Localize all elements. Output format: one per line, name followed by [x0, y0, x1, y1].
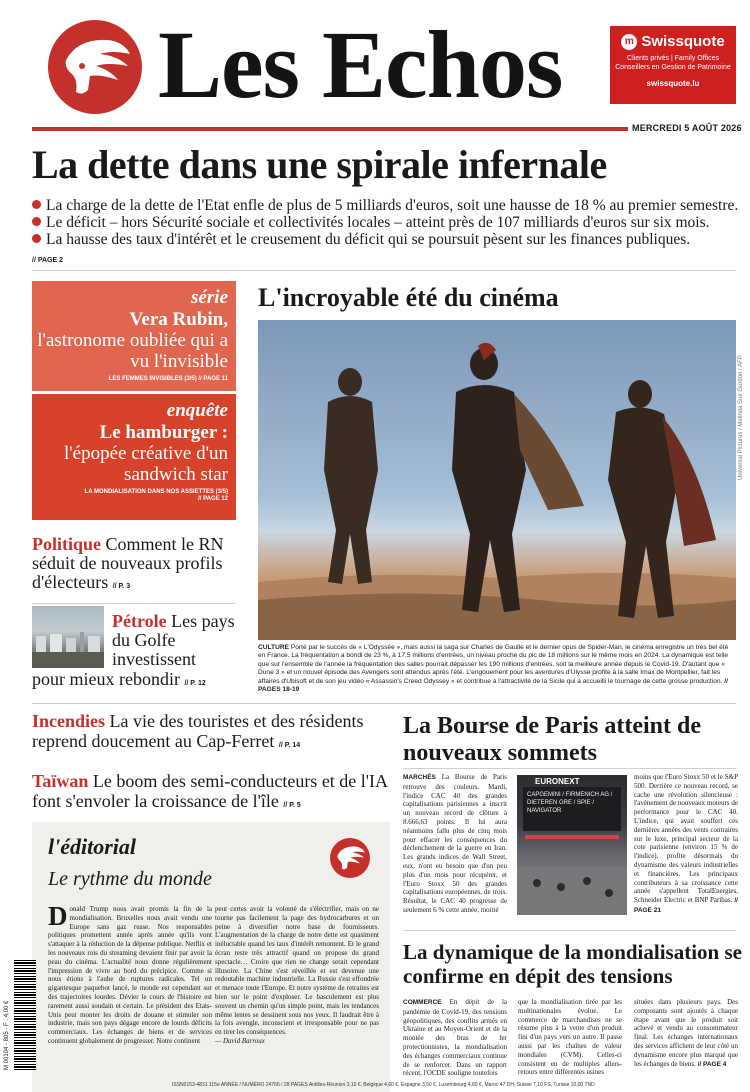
section-divider [403, 930, 736, 931]
mondialisation-kicker: COMMERCE [403, 999, 442, 1006]
serie-title-rest: l'astronome oubliée qui a vu l'invisible [37, 330, 228, 372]
mondialisation-column-2 [518, 998, 622, 1077]
bullet-dot-icon [32, 234, 41, 243]
politique-page-ref: // P. 3 [112, 583, 131, 590]
euronext-sign: EURONEXT [535, 777, 580, 786]
masthead-rule [32, 127, 628, 131]
lead-bullet [32, 231, 690, 249]
politique-teaser[interactable] [32, 535, 236, 596]
enquete-title [32, 422, 228, 485]
editorial-text-2: peut certes avoir la volonté de s'électrifier, mais on ne tourne pas facilement la page des hydrocarbures et on peine à diversifier notre base de fournisseurs. L'augmentation de la charge de notre dette est quasiment inéluctable quand les taux d'intérêt remontent. Et le grand écran reste très attractif quand on propose du grand spectacle… Croire que rien ne change serait cependant illusoire. La Chine s'est réveillée et est devenue une redoutable machine industrielle. La Russie s'est effondrée et menace toute l'Europe. Et notre système de retraites est bien sur le point d'exploser. Le basculement est plus souvent un chemin qu'un simple point, mais les tendances même lentes se dessinent sous nos yeux. Il faudrait être à la fois avengle, inconscient et irresponsable pour ne pas en tirer les conséquences. [215, 905, 379, 1037]
petrole-kicker: Pétrole [112, 611, 167, 631]
serie-title-bold: Vera Rubin, [129, 309, 228, 330]
enquete-note: LA MONDIALISATION DANS NOS ASSIETTES (3/5) [84, 489, 228, 495]
barcode [14, 960, 36, 1070]
editorial-title[interactable]: Le rythme du monde [48, 868, 212, 890]
incendies-page-ref: // P. 14 [278, 742, 301, 749]
bourse-headline[interactable]: La Bourse de Paris atteint de nouveaux sommets [403, 713, 701, 766]
swissquote-logo-icon: m [621, 34, 637, 50]
mondialisation-column-1 [403, 998, 507, 1078]
editorial-author: — David Barroux [215, 1036, 265, 1045]
footer-imprint: ISSN0153-4831 115e ANNÉE / NUMÉRO 24766 / 28 PAGES Antilles-Réunion 3,10 €, Belgique 4,60 €, Espagne 3,50 €, Luxembourg 4,60 €, Maroc 47 DH, Suisse 7,10 FS, Tunisie 10,00 TND [172, 1082, 595, 1088]
cinema-headline[interactable]: L'incroyable été du cinéma [258, 283, 559, 312]
ad-url[interactable]: swissquote.lu [646, 79, 700, 88]
mondialisation-text-1: En dépit de la pandémie de Covid-19, des tensions géopolitiques, des conflits armés en Ukraine et au Moyen-Orient et de la montée des bras de fer protectionnistes, la mondialisation des échanges commerciaux continue de se renforcer. Dans un rapport récent, l'OCDE souligne toutefois [403, 998, 507, 1078]
les-echos-logo [48, 20, 142, 114]
section-divider [32, 270, 736, 271]
ad-brand: Swissquote [641, 33, 725, 50]
refinery-photo [32, 606, 104, 668]
section-divider [403, 768, 736, 769]
mondialisation-headline[interactable]: La dynamique de la mondialisation se confirme en dépit des tensions [403, 940, 742, 988]
bourse-text-1: La Bourse de Paris retrouve des couleurs. Mardi, l'indice CAC 40 des grandes capitalisations parisiennes a inscrit un nouveau record de clôture à 8.666,63 points. Il lui aura néanmoins fallu plus de cinq mois pour effacer les conséquences du déclenchement de la guerre en Iran. Les grands indices de Wall Street, eux, n'ont eu besoin que d'un peu plus d'un mois pour récupérer, et l'Euro Stoxx 50 des grandes capitalisations européennes, de trois. Résultat, le CAC 40 progresse de seulement 6 % cette année, moitié [403, 773, 507, 914]
editorial-dropcap: D [48, 901, 68, 931]
incendies-kicker: Incendies [32, 711, 106, 731]
euronext-photo [517, 775, 627, 915]
petrole-page-ref: // P. 12 [184, 680, 206, 687]
taiwan-kicker: Taïwan [32, 771, 89, 791]
petrole-teaser-end[interactable] [32, 670, 236, 693]
ad-brand-row [610, 33, 736, 50]
lead-page-ref[interactable]: // PAGE 2 [32, 257, 63, 264]
editorial-kicker: l'éditorial [48, 834, 136, 859]
issue-date: MERCREDI 5 AOÛT 2026 [632, 123, 742, 133]
mondialisation-text-3: situées dans plusieurs pays. Des composants sont ajoutés à chaque étape avant que le produit soit achevé et vendu au consommateur final. Les échanges internationaux des services affichent de leur côté un dynamisme encore plus marqué que les échanges de biens. [634, 998, 738, 1068]
euronext-screen: CAPGEMINI / FIRMENICH AG / DIETEREN GRE / SPIE / NAVIGATOR [527, 792, 613, 814]
enquete-title-bold: Le hamburger : [99, 422, 228, 443]
barcode-text: M 00104 - 805 - F : 4,00 € [4, 1000, 10, 1070]
bourse-text-2: moins que l'Euro Stoxx 50 et le S&P 500. Derrière ce nouveau record, se cache une révolution silencieuse : l'avènement de nouveaux moteurs de performance pour le CAC 40. L'indice, qui avait souffert ces dernières années des vents contraires sur le luxe, principal secteur de la cote parisienne (environ 15 % de l'indice), profite désormais du dynamisme des valeurs industrielles et financières. Les principaux contributeurs à sa croissance cette année s'appellent TotalEnergies, Schneider Electric et BNP Paribas. [634, 773, 738, 905]
masthead-title[interactable]: Les Echos [158, 11, 563, 118]
cinema-photo [258, 320, 736, 640]
lead-bullet [32, 214, 710, 232]
editorial-text-1: onald Trump nous avait promis la fin de la mondialisation. Bruxelles nous avait vendu une Europe sans gaz russe. Nos responsables politiques promettent année après année qu'ils vont s'attaquer à la réduction de la dépense publique. Netflix et les nouveaux rois du streaming devaient finir par avoir la peau du cinéma. L'actualité nous donne régulièrement l'impression de vivre au bord du précipice. Comme si nous étions à l'aube de ruptures radicales. Tel un gigantesque paquebot lancé, le monde est cependant sur des trajectoires lourdes. Dévier le cours de l'histoire est rarement aussi soudain et certain. Le président des Etats-Unis peut monter les droits de douane et stimuler son industrie, mais son pays dégage encore de lourds déficits commerciaux. Les échanges de biens et de services continuent globalement de progresser. Notre continent [48, 905, 212, 1045]
refinery-image [32, 606, 104, 668]
enquete-kicker: enquête [166, 400, 228, 421]
swissquote-ad[interactable] [610, 26, 736, 104]
cinema-caption-text: Porté par le succès de « L'Odyssée », mais aussi la saga sur Charles de Gaulle et le dernier opus de Spider-Man, le cinéma enregistre un très bel été en France. La fréquentation a bondi de 23 %, à 17,5 millions d'entrées, un niveau proche du pic de 18 millions sur le même mois en 2024. La dynamique est telle que sur l'ensemble de l'année la fréquentation des salles pourrait dépasser les 190 millions d'entrées, soit la meilleure année depuis le Covid-19. D'autant que « Dune 3 » et un nouvel épisode des Avengers sont attendus après l'été. L'engouement pour les aventures d'Ulysse profite à la salle Imax de Montpellier, fait les affaires d'Ubisoft et de son jeu vidéo « Assassin's Creed Odyssey » et contribue à l'attractivité de la Sicile qui a accueilli le tournage de cette grosse production. [258, 644, 729, 685]
lead-bullet-text: La hausse des taux d'intérêt et le creusement du déficit qui se poursuit pèsent sur les finances publiques. [46, 231, 691, 248]
ad-tagline-1: Clients privés | Family Offices [627, 55, 719, 62]
winged-head-icon [330, 838, 370, 878]
warriors-in-desert-image [258, 320, 736, 640]
incendies-text: La vie des touristes et des résidents reprend doucement au Cap-Ferret [32, 711, 364, 751]
serie-note: LES FEMMES INVISIBLES (3/5) // PAGE 11 [108, 376, 228, 382]
enquete-page-ref: // PAGE 12 [198, 496, 228, 502]
bourse-page-ref[interactable]: // PAGE 21 [634, 897, 738, 914]
bullet-dot-icon [32, 217, 41, 226]
bullet-dot-icon [32, 200, 41, 209]
mondialisation-text-2: que la mondialisation tirée par les multinationales évolue. Le commerce de marchandises ne se résume plus à la vente d'un produit fini d'un pays vers un autre. Il passe aussi par les chaînes de valeur mondiales (CVM). Celles-ci consistent en de multiples allers-retours entre différentes usines [518, 998, 622, 1077]
section-divider [32, 603, 236, 604]
taiwan-teaser[interactable] [32, 771, 390, 816]
ad-tagline-2: Conseillers en Gestion de Patrimoine [615, 64, 731, 71]
enquete-box[interactable] [32, 394, 236, 520]
petrole-text-2: pour mieux rebondir [32, 669, 180, 689]
incendies-teaser[interactable] [32, 711, 390, 756]
photo-credit: Universal Pictures / Melinda Sue Gordon / AFP [738, 355, 744, 480]
cinema-caption [258, 644, 736, 694]
mondialisation-column-3 [634, 998, 738, 1069]
lead-bullet-text: Le déficit – hors Sécurité sociale et collectivités locales – atteint près de 107 milliards d'euros sur six mois. [46, 214, 710, 231]
editorial-column-1 [48, 901, 212, 1046]
mondialisation-page-ref[interactable]: // PAGE 4 [697, 1060, 727, 1068]
lead-bullet [32, 197, 738, 215]
petrole-text-1: Les pays du Golfe investissent [112, 611, 235, 669]
serie-title [32, 309, 228, 372]
section-divider [32, 703, 736, 704]
enquete-title-rest: l'épopée créative d'un sandwich star [63, 443, 228, 485]
editorial-logo-icon [330, 838, 370, 878]
politique-text: Comment le RN séduit de nouveaux profils d'électeurs [32, 534, 224, 592]
bourse-column-2 [634, 773, 738, 916]
cinema-page-ref[interactable]: // PAGES 18-19 [258, 677, 728, 694]
taiwan-text: Le boom des semi-conducteurs et de l'IA font s'envoler la croissance de l'île [32, 771, 388, 811]
politique-kicker: Politique [32, 534, 102, 554]
winged-head-icon [48, 20, 142, 114]
taiwan-page-ref: // P. 5 [283, 802, 301, 809]
bourse-kicker: MARCHÉS [403, 774, 436, 781]
editorial-column-2 [215, 905, 379, 1046]
serie-box[interactable] [32, 281, 236, 391]
lead-bullet-text: La charge de la dette de l'Etat enfle de plus de 5 milliards d'euros, soit une hausse de 18 % au premier semestre. [46, 197, 739, 214]
serie-kicker: série [191, 287, 228, 308]
lead-headline[interactable]: La dette dans une spirale infernale [32, 142, 607, 187]
bourse-column-1 [403, 773, 507, 915]
petrole-teaser[interactable] [112, 612, 236, 669]
cinema-caption-kicker: CULTURE [258, 644, 290, 651]
